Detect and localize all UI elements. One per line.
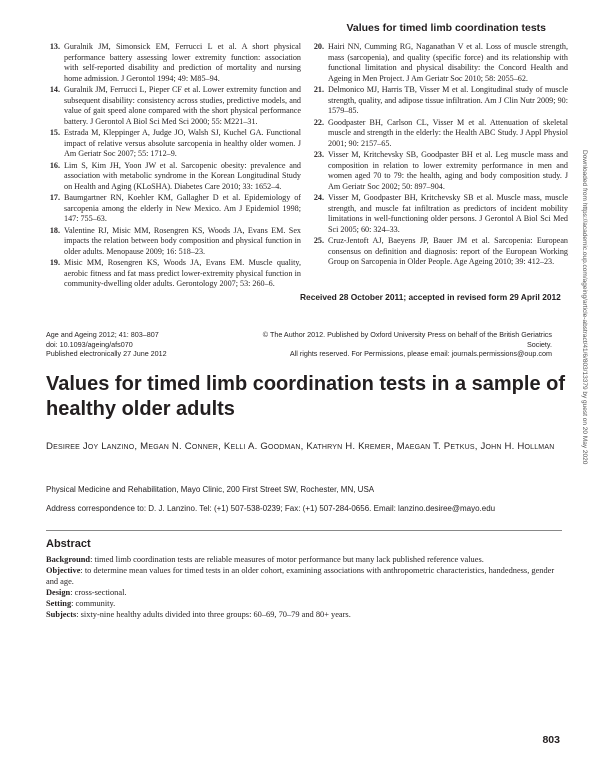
reference-text: Misic MM, Rosengren KS, Woods JA, Evans EM. Muscle quality, aerobic fitness and fat mass predict lower-extremity physical function in community-dwelling older adults. Gerontology 2007; 53: 260–6. [64, 258, 301, 288]
author-list: Desiree Joy Lanzino, Megan N. Conner, Kelli A. Goodman, Kathryn H. Kremer, Maegan T. Petkus, John H. Hollman [46, 441, 555, 452]
reference-item [310, 42, 568, 84]
reference-number: 25. [313, 236, 324, 245]
reference-item [46, 193, 301, 225]
reference-number: 17. [49, 193, 60, 202]
reference-number: 19. [49, 258, 60, 267]
copyright-notice [250, 330, 552, 359]
reference-number: 24. [313, 193, 324, 202]
reference-number: 23. [313, 150, 324, 159]
references-right-column [310, 42, 568, 269]
reference-item [310, 118, 568, 150]
page-number: 803 [542, 734, 560, 746]
reference-text: Guralnik JM, Simonsick EM, Ferrucci L et al. A short physical performance battery assessing lower extremity function: association with self-reported disability and prediction of mortality and nursing home admission. J Gerontol 1994; 49: M85–94. [64, 42, 301, 83]
affiliation: Physical Medicine and Rehabilitation, Mayo Clinic, 200 First Street SW, Rochester, MN, USA [46, 485, 375, 494]
journal-citation: Age and Ageing 2012; 41: 803–807 [46, 330, 159, 339]
reference-item [310, 236, 568, 268]
reference-text: Delmonico MJ, Harris TB, Visser M et al. Longitudinal study of muscle strength, quality, and adipose tissue infiltration. Am J Clin Nutr 2009; 90: 1579–85. [328, 85, 568, 115]
reference-text: Hairi NN, Cumming RG, Naganathan V et al. Loss of muscle strength, mass (sarcopenia), and quality (specific force) and its relationship with functional limitation and physical disability: the Concord Health and Ageing in Men Project. J Am Geriatr Soc 2010; 58: 2055–62. [328, 42, 568, 83]
published-date: Published electronically 27 June 2012 [46, 349, 167, 358]
reference-number: 20. [313, 42, 324, 51]
abstract-text: : to determine mean values for timed tests in an older cohort, examining associations with anthropometric characteristics, handedness, gender and age. [46, 566, 555, 586]
reference-number: 13. [49, 42, 60, 51]
journal-meta [46, 330, 246, 359]
reference-number: 22. [313, 117, 324, 127]
reference-number: 14. [49, 85, 60, 94]
reference-item [310, 193, 568, 235]
reference-item [46, 226, 301, 258]
reference-number: 15. [49, 128, 60, 137]
reference-item [46, 42, 301, 84]
reference-text: Visser M, Kritchevsky SB, Goodpaster BH et al. Leg muscle mass and composition in relation to lower extremity performance in men and women aged 70 to 79: the health, aging and body composition study. J Am Geriatr Soc 2002; 50: 897–904. [328, 150, 568, 191]
reference-item [46, 85, 301, 127]
abstract-paragraph [46, 555, 562, 566]
reference-text: Valentine RJ, Misic MM, Rosengren KS, Woods JA, Evans EM. Sex impacts the relation between body composition and physical function in older adults. Menopause 2009; 16: 518–23. [64, 225, 301, 256]
reference-text: Visser M, Goodpaster BH, Kritchevsky SB et al. Muscle mass, muscle strength, and muscle fat infiltration as predictors of incident mobility limitations in well-functioning older persons. J Gerontol A Biol Sci Med Sci 2005; 60: 324–33. [328, 193, 568, 234]
abstract-label: Subjects [46, 609, 77, 619]
reference-text: Guralnik JM, Ferrucci L, Pieper CF et al. Lower extremity function and subsequent disability: consistency across studies, predictive models, and value of gait speed alone compared with the short physical performance battery. J Gerontol A Biol Sci Med Sci 2000; 55: M221–31. [64, 85, 301, 126]
doi-link[interactable]: doi: 10.1093/ageing/afs070 [46, 339, 133, 349]
abstract-text: : timed limb coordination tests are reliable measures of motor performance but many lack published reference values. [90, 555, 484, 564]
reference-text: Estrada M, Kleppinger A, Judge JO, Walsh SJ, Kuchel GA. Functional impact of relative versus absolute sarcopenia in healthy older women. J Am Geriatr Soc 2007; 55: 1712–9. [64, 128, 301, 158]
reference-item [310, 150, 568, 192]
abstract-text: : cross-sectional. [70, 587, 127, 597]
reference-number: 16. [49, 160, 60, 170]
running-head: Values for timed limb coordination tests [346, 22, 546, 34]
abstract-label: Design [46, 587, 71, 597]
abstract-paragraph [46, 566, 562, 587]
abstract-label: Background [46, 555, 91, 564]
abstract-text: : sixty-nine healthy adults divided into three groups: 60–69, 70–79 and 80+ years. [76, 609, 351, 619]
reference-number: 21. [313, 85, 324, 94]
abstract-paragraph [46, 588, 562, 599]
reference-item [310, 85, 568, 117]
reference-text: Lim S, Kim JH, Yoon JW et al. Sarcopenic obesity: prevalence and association with metabolic syndrome in the Korean Longitudinal Study on Health and Aging (KLoSHA). Diabetes Care 2010; 33: 1652–4. [64, 160, 301, 191]
reference-item [46, 258, 301, 290]
abstract-section [46, 530, 562, 621]
reference-text: Cruz-Jentoft AJ, Baeyens JP, Bauer JM et al. Sarcopenia: European consensus on definition and diagnosis: report of the European Working Group on Sarcopenia in Older People. Age Ageing 2010; 39: 412–23. [328, 236, 568, 266]
references-left-column [46, 42, 301, 291]
abstract-paragraph [46, 599, 562, 610]
reference-item [46, 161, 301, 193]
abstract-text: : community. [71, 598, 116, 608]
copyright-line: © The Author 2012. Published by Oxford University Press on behalf of the British Geriatrics Society. [262, 330, 552, 349]
received-dates: Received 28 October 2011; accepted in revised form 29 April 2012 [300, 292, 561, 302]
reference-text: Goodpaster BH, Carlson CL, Visser M et al. Attenuation of skeletal muscle and strength in the elderly: the Health ABC Study. J Appl Physiol 2001; 90: 2157–65. [328, 117, 568, 148]
abstract-heading: Abstract [46, 538, 91, 550]
correspondence: Address correspondence to: D. J. Lanzino. Tel: (+1) 507-538-0239; Fax: (+1) 507-284-0656. Email: lanzino.desiree@mayo.edu [46, 504, 496, 513]
abstract-paragraph [46, 610, 562, 621]
permissions-line: All rights reserved. For Permissions, please email: journals.permissions@oup.com [289, 349, 552, 358]
abstract-label: Objective [46, 566, 81, 576]
reference-number: 18. [49, 225, 60, 235]
abstract-label: Setting [46, 598, 72, 608]
reference-text: Baumgartner RN, Koehler KM, Gallagher D et al. Epidemiology of sarcopenia among the elderly in New Mexico. Am J Epidemiol 1998; 147: 755–63. [64, 193, 301, 223]
download-watermark: Downloaded from https://academic.oup.com/ageing/article-abstract/41/6/803/13379 by guest on 20 May 2020 [581, 150, 588, 465]
reference-item [46, 128, 301, 160]
article-title: Values for timed limb coordination tests in a sample of healthy older adults [46, 373, 565, 420]
